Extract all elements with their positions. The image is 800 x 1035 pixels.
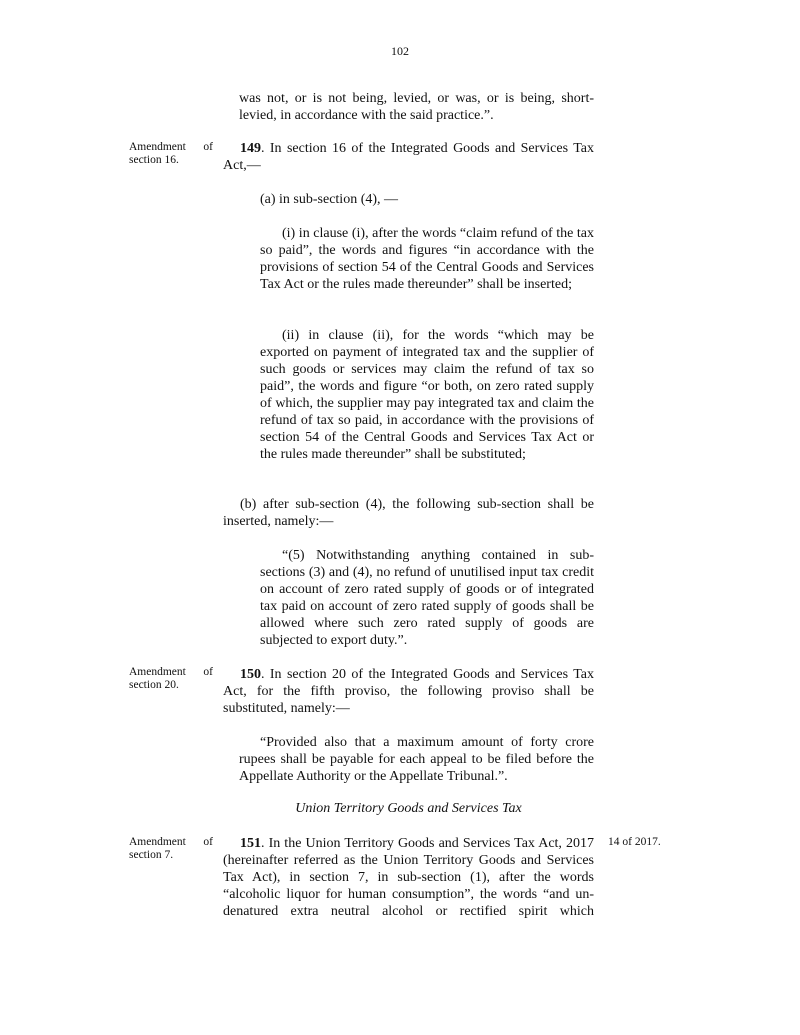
- proviso-150: “Provided also that a maximum amount of forty crore rupees shall be payable for each appeal to be filed before the Appellate Authority or the Appellate Tribunal.”.: [239, 735, 594, 784]
- sub-section-5: “(5) Notwithstanding anything contained in sub-sections (3) and (4), no refund of unutilised input tax credit on account of zero rated supply of goods or of integrated tax paid on account of zero rated supply of goods shall be allowed where such zero rated supply of goods are subjected to export duty.”.: [260, 548, 594, 648]
- section-heading-utgst: Union Territory Goods and Services Tax: [295, 801, 522, 816]
- intro-paragraph: was not, or is not being, levied, or was, or is being, short-levied, in accordance with the said practice.”.: [239, 91, 594, 123]
- margin-note-s151: Amendment of section 7.: [129, 836, 213, 861]
- clause-a-ii: (ii) in clause (ii), for the words “which may be exported on payment of integrated tax and the supplier of such goods or services may claim the refund of tax so paid”, the words and figure “or both, on zero rated supply of which, the supplier may pay integrated tax and claim the refund of tax so paid, in accordance with the provisions of section 54 of the Central Goods and Services Tax Act or the rules made thereunder” shall be substituted;: [260, 328, 594, 462]
- section-149-body: . In section 16 of the Integrated Goods and Services Tax Act,—: [223, 141, 594, 173]
- section-number-150: 150: [240, 667, 261, 682]
- right-margin-act-ref: 14 of 2017.: [608, 836, 661, 848]
- section-149-text: [223, 140, 594, 174]
- clause-a: (a) in sub-section (4), —: [260, 192, 399, 207]
- clause-b: (b) after sub-section (4), the following sub-section shall be inserted, namely:—: [223, 497, 594, 529]
- margin-note-s150: Amendment of section 20.: [129, 666, 213, 691]
- section-151-body: . In the Union Territory Goods and Services Tax Act, 2017 (hereinafter referred as the Union Territory Goods and Services Tax Act), in section 7, in sub-section (1), after the words “alcoholic liquor for human consumption”, the words “and un-denatured extra neutral alcohol or rectified spirit which: [223, 836, 594, 919]
- margin-note-s149: Amendment of section 16.: [129, 141, 213, 166]
- section-150-body: . In section 20 of the Integrated Goods and Services Tax Act, for the fifth proviso, the following proviso shall be substituted, namely:—: [223, 667, 594, 716]
- section-150-text: [223, 666, 594, 717]
- section-number-149: 149: [240, 141, 261, 156]
- section-number-151: 151: [240, 836, 261, 851]
- page-number: 102: [391, 44, 409, 58]
- clause-a-i: (i) in clause (i), after the words “claim refund of the tax so paid”, the words and figures “in accordance with the provisions of section 54 of the Central Goods and Services Tax Act or the rules made thereunder” shall be inserted;: [260, 226, 594, 292]
- section-151-text: [223, 835, 594, 920]
